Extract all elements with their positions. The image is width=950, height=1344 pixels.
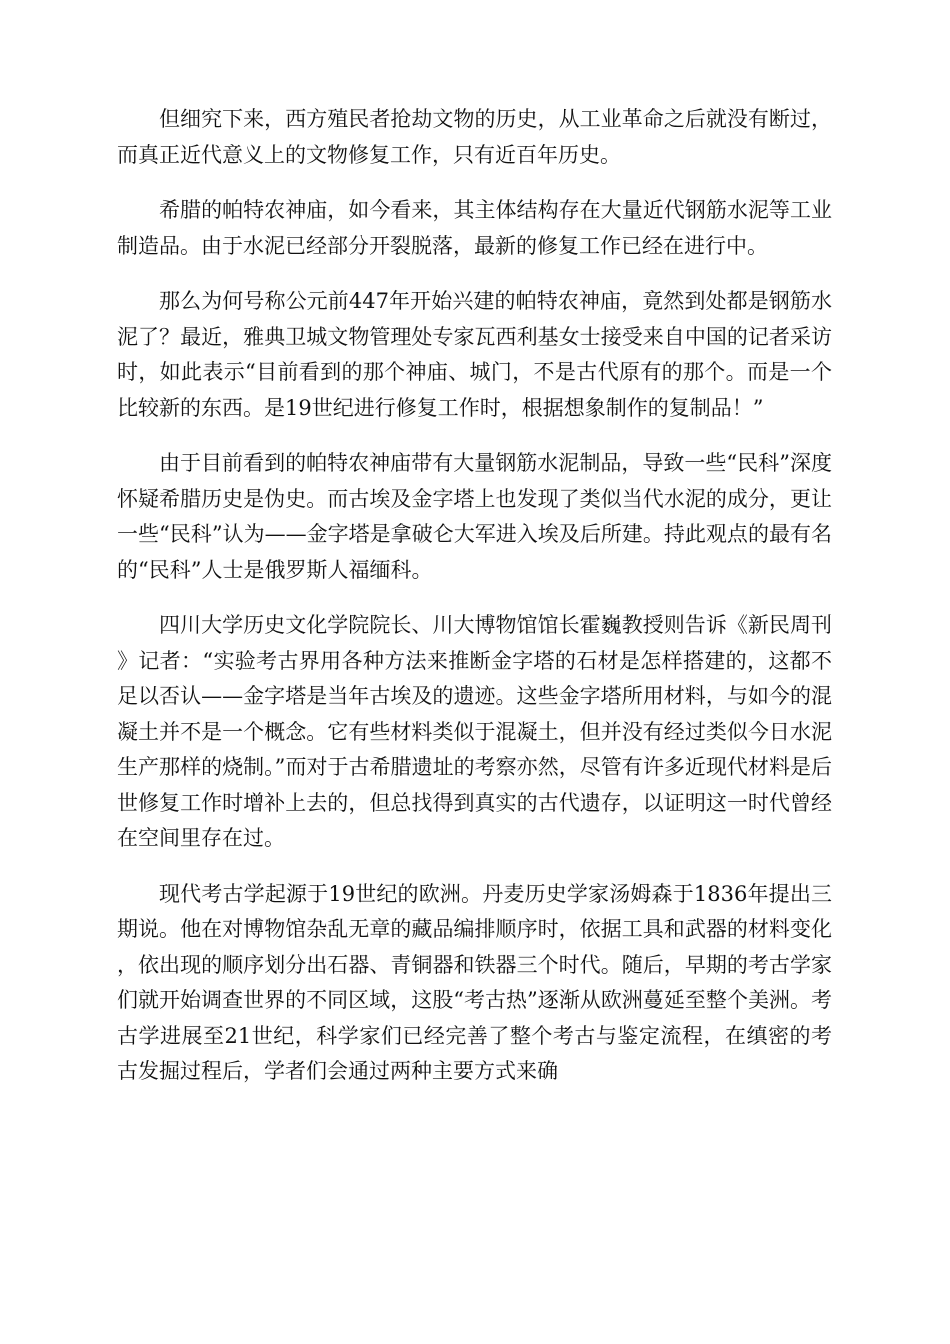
- paragraph-5: 四川大学历史文化学院院长、川大博物馆馆长霍巍教授则告诉《新民周刊》记者：“实验考古界用各种方法来推断金字塔的石材是怎样搭建的，这都不足以否认——金字塔是当年古埃及的遗迹。这些金字塔所用材料，与如今的混凝土并不是一个概念。它有些材料类似于混凝土，但并没有经过类似今日水泥生产那样的烧制。”而对于古希腊遗址的考察亦然，尽管有许多近现代材料是后世修复工作时增补上去的，但总找得到真实的古代遗存，以证明这一时代曾经在空间里存在过。: [117, 613, 832, 850]
- document-page: [117, 102, 832, 1110]
- paragraph-3: 那么为何号称公元前447年开始兴建的帕特农神庙，竟然到处都是钢筋水泥了？最近，雅典卫城文物管理处专家瓦西利基女士接受来自中国的记者采访时，如此表示“目前看到的那个神庙、城门，不是古代原有的那个。而是一个比较新的东西。是19世纪进行修复工作时，根据想象制作的复制品！”: [117, 289, 832, 420]
- paragraph-6: 现代考古学起源于19世纪的欧洲。丹麦历史学家汤姆森于1836年提出三期说。他在对博物馆杂乱无章的藏品编排顺序时，依据工具和武器的材料变化，依出现的顺序划分出石器、青铜器和铁器三个时代。随后，早期的考古学家们就开始调查世界的不同区域，这股“考古热”逐渐从欧洲蔓延至整个美洲。考古学进展至21世纪，科学家们已经完善了整个考古与鉴定流程，在缜密的考古发掘过程后，学者们会通过两种主要方式来确: [117, 881, 832, 1083]
- paragraph-4: 由于目前看到的帕特农神庙带有大量钢筋水泥制品，导致一些“民科”深度怀疑希腊历史是伪史。而古埃及金字塔上也发现了类似当代水泥的成分，更让一些“民科”认为——金字塔是拿破仑大军进入埃及后所建。持此观点的最有名的“民科”人士是俄罗斯人福缅科。: [117, 451, 832, 582]
- paragraph-1: 但细究下来，西方殖民者抢劫文物的历史，从工业革命之后就没有断过，而真正近代意义上的文物修复工作，只有近百年历史。: [117, 107, 832, 167]
- paragraph-2: 希腊的帕特农神庙，如今看来，其主体结构存在大量近代钢筋水泥等工业制造品。由于水泥已经部分开裂脱落，最新的修复工作已经在进行中。: [117, 198, 832, 258]
